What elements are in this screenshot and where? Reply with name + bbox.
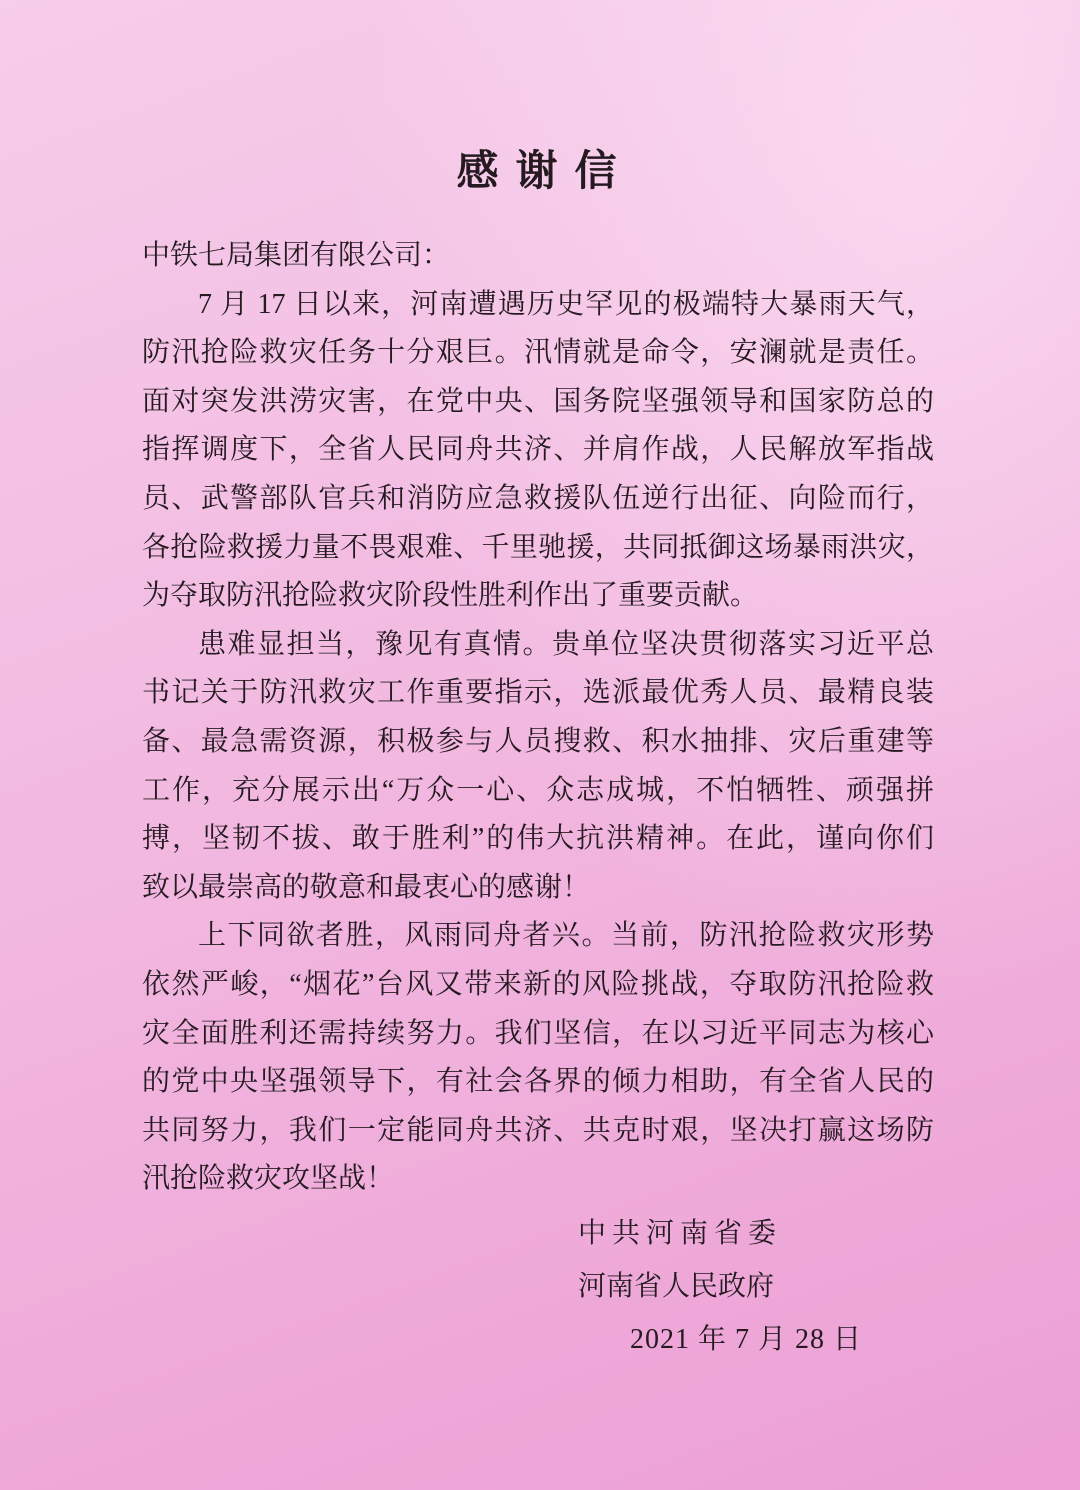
- body-line: 致以最崇高的敬意和最衷心的感谢！: [142, 871, 591, 903]
- salutation: 中铁七局集团有限公司：: [142, 240, 451, 271]
- body-line: 书记关于防汛救灾工作重要指示，选派最优秀人员、最精良装: [142, 677, 934, 709]
- body-line: 汛抢险救灾攻坚战！: [142, 1163, 395, 1195]
- signature-date: 2021 年 7 月 28 日: [630, 1324, 863, 1355]
- body-line: 为夺取防汛抢险救灾阶段性胜利作出了重要贡献。: [142, 580, 759, 612]
- body-line: 的党中央坚强领导下，有社会各界的倾力相助，有全省人民的: [142, 1066, 934, 1098]
- body-line: 搏，坚韧不拔、敢于胜利”的伟大抗洪精神。在此，谨向你们: [142, 823, 934, 855]
- body-line: 7 月 17 日以来，河南遭遇历史罕见的极端特大暴雨天气，: [198, 288, 934, 320]
- body-line: 上下同欲者胜，风雨同舟者兴。当前，防汛抢险救灾形势: [198, 920, 934, 952]
- body-line: 备、最急需资源，积极参与人员搜救、积水抽排、灾后重建等: [142, 725, 934, 757]
- body-line: 面对突发洪涝灾害，在党中央、国务院坚强领导和国家防总的: [142, 385, 934, 417]
- signature-block: [578, 1207, 938, 1366]
- paragraph-2: [142, 621, 934, 913]
- body-line: 灾全面胜利还需持续努力。我们坚信，在以习近平同志为核心: [142, 1017, 934, 1049]
- signature-provincial-government: 河南省人民政府: [578, 1271, 775, 1302]
- body-line: 工作，充分展示出“万众一心、众志成城，不怕牺牲、顽强拼: [142, 774, 934, 806]
- body-line: 员、武警部队官兵和消防应急救援队伍逆行出征、向险而行，: [142, 482, 934, 514]
- letter-body: [142, 232, 934, 1204]
- letter-title: 感谢信: [456, 149, 634, 195]
- paragraph-3: [142, 912, 934, 1204]
- body-line: 依然严峻，“烟花”台风又带来新的风险挑战，夺取防汛抢险救: [142, 968, 934, 1000]
- body-line: 患难显担当，豫见有真情。贵单位坚决贯彻落实习近平总: [198, 628, 934, 660]
- paragraph-1: [142, 281, 934, 621]
- body-line: 防汛抢险救灾任务十分艰巨。汛情就是命令，安澜就是责任。: [142, 337, 934, 369]
- body-line: 各抢险救援力量不畏艰难、千里驰援，共同抵御这场暴雨洪灾，: [142, 531, 934, 563]
- signature-provincial-committee: 中共河南省委: [578, 1218, 783, 1249]
- body-line: 共同努力，我们一定能同舟共济、共克时艰，坚决打赢这场防: [142, 1114, 934, 1146]
- body-line: 指挥调度下，全省人民同舟共济、并肩作战，人民解放军指战: [142, 434, 934, 466]
